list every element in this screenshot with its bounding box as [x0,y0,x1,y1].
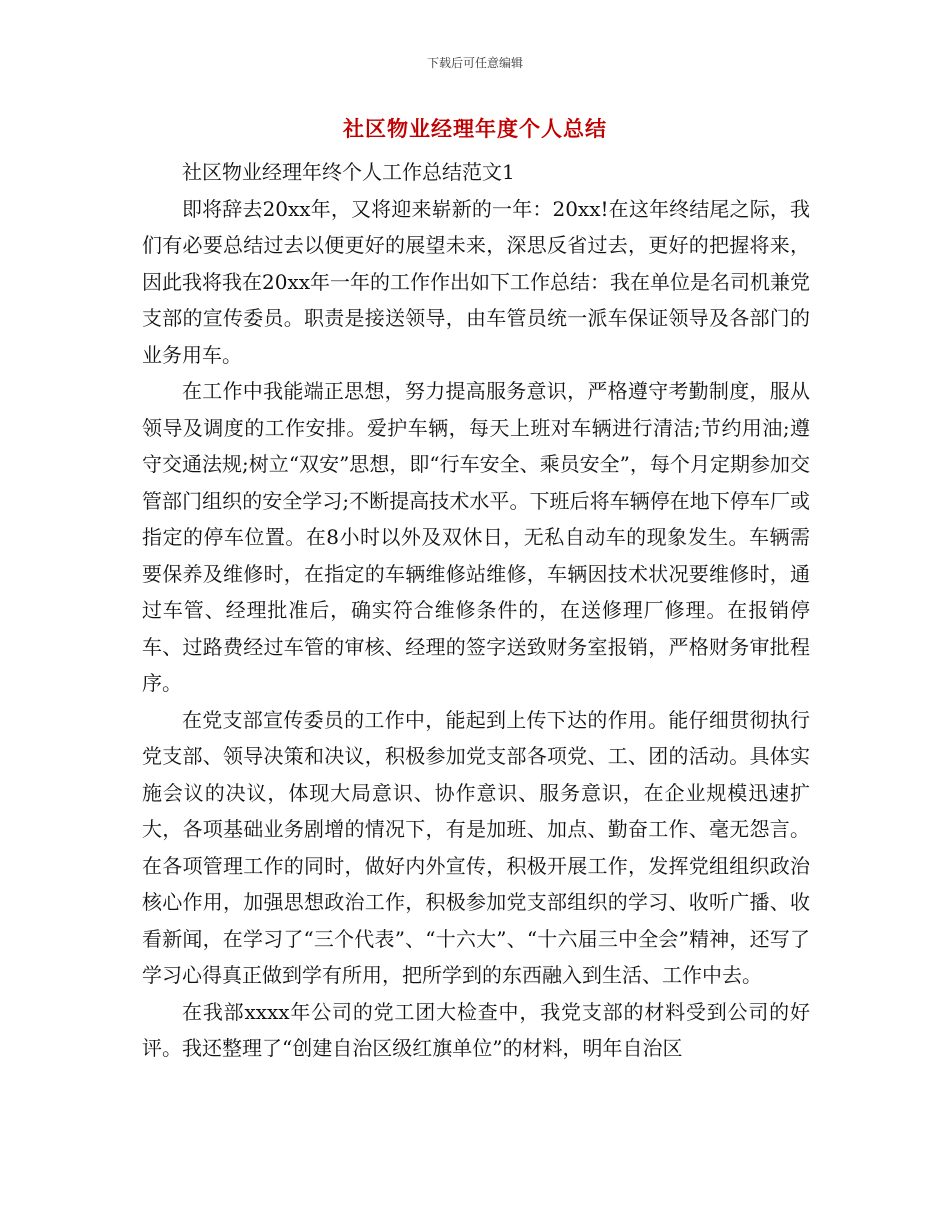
page-header-note: 下载后可任意编辑 [426,56,523,70]
document-title: 社区物业经理年度个人总结 [343,116,607,141]
body-paragraph-3: 在工作中我能端正思想，努力提高服务意识，严格遵守考勤制度，服从领导及调度的工作安排。爱护车辆，每天上班对车辆进行清洁;节约用油;遵守交通法规;树立“双安”思想，即“行车安全、乘员安全”，每个月定期参加交管部门组织的安全学习;不断提高技术水平。下班后将车辆停在地下停车厂或指定的停车位置。在8小时以外及双休日，无私自动车的现象发生。车辆需要保养及维修时，在指定的车辆维修站维修，车辆因技术状况要维修时，通过车管、经理批准后，确实符合维修条件的，在送修理厂修理。在报销停车、过路费经过车管的审核、经理的签字送致财务室报销，严格财务审批程序。 [142,379,810,695]
body-paragraph-2: 即将辞去20xx年，又将迎来崭新的一年：20xx!在这年终结尾之际，我们有必要总结过去以便更好的展望未来，深思反省过去，更好的把握将来，因此我将我在20xx年一年的工作作出如下工作总结：我在单位是名司机兼党支部的宣传委员。职责是接送领导，由车管员统一派车保证领导及各部门的业务用车。 [142,196,811,367]
body-paragraph-4: 在党支部宣传委员的工作中，能起到上传下达的作用。能仔细贯彻执行党支部、领导决策和决议，积极参加党支部各项党、工、团的活动。具体实施会议的决议，体现大局意识、协作意识、服务意识，在企业规模迅速扩大，各项基础业务剧增的情况下，有是加班、加点、勤奋工作、毫无怨言。在各项管理工作的同时，做好内外宣传，积极开展工作，发挥党组组织政治核心作用，加强思想政治工作，积极参加党支部组织的学习、收听广播、收看新闻，在学习了“三个代表”、“十六大”、“十六届三中全会”精神，还写了学习心得真正做到学有所用，把所学到的东西融入到生活、工作中去。 [142,707,810,987]
document-body [142,154,810,1067]
body-paragraph-1: 社区物业经理年终个人工作总结范文1 [182,160,515,184]
body-paragraph-5: 在我部xxxx年公司的党工团大检查中，我党支部的材料受到公司的好评。我还整理了“创建自治区级红旗单位”的材料，明年自治区 [142,999,810,1060]
